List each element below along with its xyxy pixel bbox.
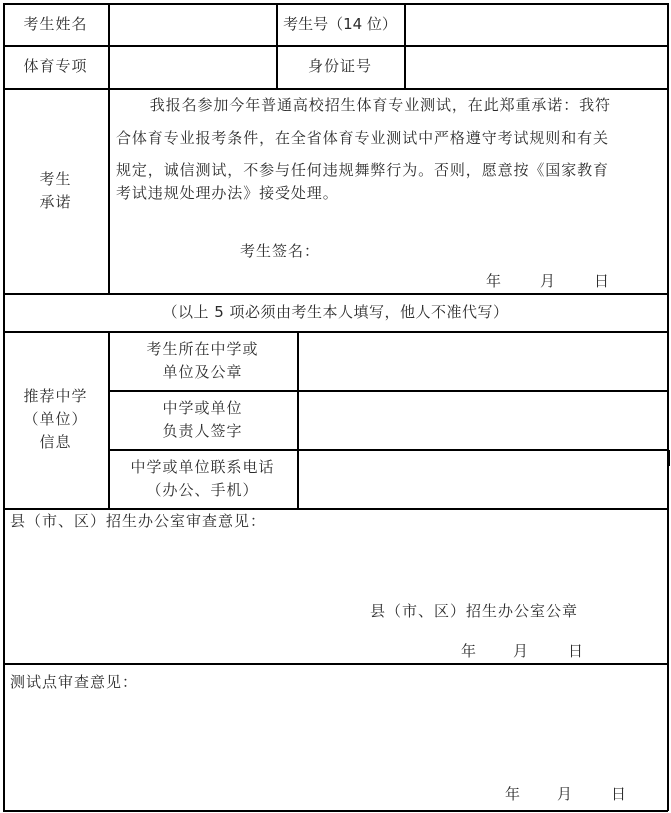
- border-right: [667, 3, 669, 811]
- county-review-label: 县（市、区）招生办公室审查意见：: [10, 512, 267, 530]
- school-phone-field[interactable]: [299, 451, 666, 507]
- school-seal-label-line1: 考生所在中学或: [146, 340, 259, 358]
- pledge-text-line1: 我报名参加今年普通高校招生体育专业测试，在此郑重承诺：我符: [118, 96, 611, 114]
- county-date-month: 月: [513, 642, 530, 660]
- id-number-field[interactable]: [406, 47, 666, 87]
- test-site-review-field[interactable]: [5, 696, 666, 776]
- pledge-text-line3: 规定，诚信测试，不参与任何违规舞弊行为。否则，愿意按《国家教育: [116, 161, 609, 179]
- pledge-date-month: 月: [540, 272, 557, 290]
- county-date-year: 年: [461, 642, 478, 660]
- county-seal-label: 县（市、区）招生办公室公章: [370, 602, 579, 620]
- county-date-day: 日: [568, 642, 585, 660]
- pledge-date-day: 日: [594, 272, 611, 290]
- school-label-line1: 推荐中学: [23, 387, 88, 405]
- row-divider: [3, 88, 668, 90]
- school-phone-label-line1: 中学或单位联系电话: [130, 458, 275, 476]
- test-site-date-year: 年: [505, 785, 522, 803]
- school-seal-field[interactable]: [299, 333, 666, 389]
- pledge-text-line2: 合体育专业报考条件，在全省体育专业测试中严格遵守考试规则和有关: [116, 129, 609, 147]
- exam-number-field[interactable]: [406, 5, 666, 45]
- name-label: 考生姓名: [23, 15, 88, 33]
- row-divider: [3, 508, 668, 510]
- pledge-text-line4: 考试违规处理办法》接受处理。: [116, 184, 339, 202]
- pledge-label-line1: 考生: [39, 170, 72, 188]
- principal-signature-label-line2: 负责人签字: [162, 422, 243, 440]
- pledge-date-year: 年: [486, 272, 503, 290]
- exam-number-label: 考生号（14 位）: [283, 15, 397, 33]
- text-cursor: [668, 450, 670, 466]
- principal-signature-label-line1: 中学或单位: [162, 399, 243, 417]
- border-left: [3, 3, 5, 811]
- row-divider: [3, 663, 668, 665]
- border-bottom: [3, 810, 668, 812]
- school-label-line2: （单位）: [23, 410, 88, 428]
- row-divider: [3, 293, 668, 295]
- school-label-line3: 信息: [39, 433, 72, 451]
- test-site-review-label: 测试点审查意见：: [10, 673, 139, 691]
- test-site-date-day: 日: [611, 785, 628, 803]
- name-field[interactable]: [110, 5, 275, 45]
- id-number-label: 身份证号: [307, 57, 372, 75]
- county-review-field[interactable]: [5, 535, 666, 595]
- school-seal-label-line2: 单位及公章: [162, 363, 243, 381]
- pledge-label-line2: 承诺: [39, 193, 72, 211]
- principal-signature-field[interactable]: [299, 392, 666, 448]
- school-phone-label-line2: （办公、手机）: [146, 481, 259, 499]
- sport-label: 体育专项: [23, 57, 88, 75]
- signature-field[interactable]: [325, 236, 655, 264]
- signature-label: 考生签名：: [240, 242, 321, 260]
- test-site-date-month: 月: [557, 785, 574, 803]
- self-fill-note: （以上 5 项必须由考生本人填写，他人不准代写）: [162, 303, 509, 321]
- sport-field[interactable]: [110, 47, 275, 87]
